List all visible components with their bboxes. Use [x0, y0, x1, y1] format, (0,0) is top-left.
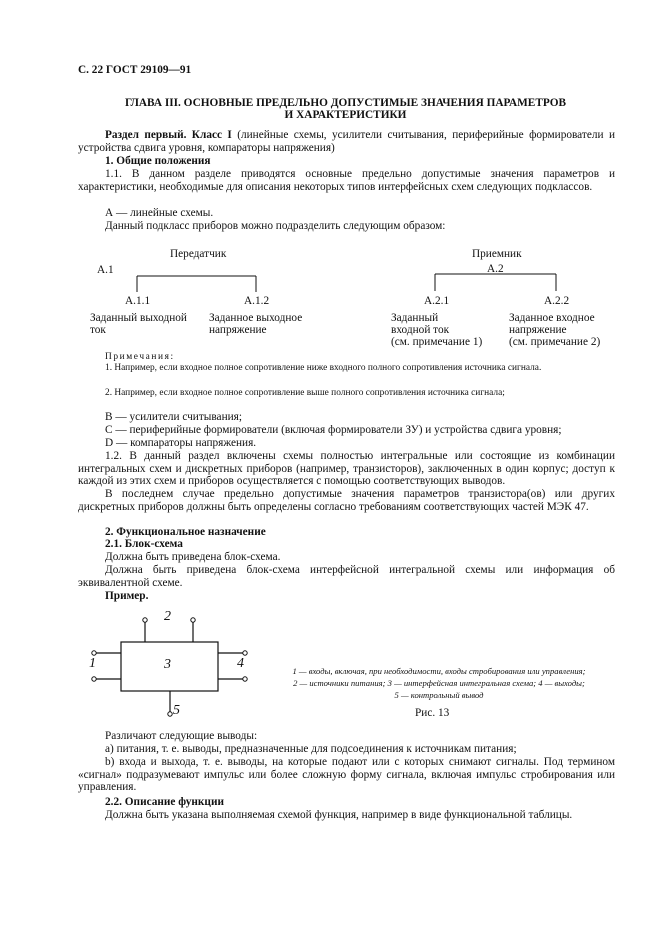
- receiver-label: Приемник: [472, 248, 522, 260]
- transmitter-right-desc-1: Заданное выходное: [209, 312, 303, 324]
- chapter-title-line1: ГЛАВА III. ОСНОВНЫЕ ПРЕДЕЛЬНО ДОПУСТИМЫЕ ЗНАЧЕНИЯ ПАРАМЕТРОВ: [124, 97, 567, 109]
- receiver-right-desc-2: напряжение: [509, 324, 567, 336]
- receiver-left-desc-1: Заданный: [391, 312, 439, 324]
- figure-caption-3: 5 — контрольный вывод: [394, 690, 484, 700]
- pin-1-bottom-terminal: [92, 677, 96, 681]
- paragraph-1-1: 1.1. В данном разделе приводятся основные предельно допустимые значения параметров и характеристики, необходимые для описания некоторых типов интерфейсных схем следующих подклассов.: [78, 168, 615, 193]
- receiver-left-desc-2: входной ток: [391, 324, 450, 336]
- transmitter-label: Передатчик: [170, 248, 227, 260]
- pin-2-left-terminal: [143, 618, 147, 622]
- transmitter-node-left: А.1.1: [125, 295, 151, 307]
- transmitter-left-desc-1: Заданный выходной: [90, 312, 187, 324]
- section-title-bold: Раздел первый. Класс I: [105, 129, 232, 141]
- transmitter-left-desc-2: ток: [90, 324, 106, 336]
- pin-label-2: 2: [164, 609, 171, 624]
- pin-2-right-terminal: [191, 618, 195, 622]
- paragraph-b: b) входа и выхода, т. е. выводы, на которые подают или с которых снимают сигналы. Под термином «сигнал» подразумевают импульс или более сложную форму сигнала, включая импульс стробирования или управления.: [78, 756, 615, 794]
- transmitter-root: А.1: [97, 264, 114, 276]
- pin-5-terminal: [168, 712, 172, 716]
- figure-caption-1: 1 — входы, включая, при необходимости, входы стробирования или управления;: [292, 666, 586, 676]
- chapter-title-line2: И ХАРАКТЕРИСТИКИ: [284, 109, 407, 121]
- section-title-rest: (линейные схемы, усилители считывания, периферийные формирователи и устройства сдвига уровня, компараторы напряжения): [78, 129, 615, 154]
- pin-label-5: 5: [173, 703, 180, 718]
- figure-caption-2: 2 — источники питания; 3 — интерфейсная интегральная схема; 4 — выходы;: [293, 678, 585, 688]
- paragraph-outputs: Различают следующие выводы:: [105, 730, 258, 742]
- paragraph-2-1a: Должна быть приведена блок-схема.: [105, 551, 281, 563]
- pin-label-4: 4: [237, 656, 244, 671]
- receiver-node-left: А.2.1: [424, 295, 450, 307]
- transmitter-right-desc-2: напряжение: [209, 324, 267, 336]
- example-label: Пример.: [105, 590, 149, 602]
- heading-function: 2. Функциональное назначение: [105, 526, 266, 538]
- heading-general: 1. Общие положения: [105, 155, 211, 167]
- page-header: С. 22 ГОСТ 29109—91: [78, 64, 192, 76]
- pin-4-top-terminal: [243, 651, 247, 655]
- paragraph-D: D — компараторы напряжения.: [105, 437, 257, 449]
- heading-2-1: 2.1. Блок-схема: [105, 538, 183, 550]
- paragraph-last-case: В последнем случае предельно допустимые значения параметров транзистора(ов) или других дискретных приборов должны быть определены согласно требованиям соответствующих частей МЭК 47.: [78, 488, 615, 513]
- pin-4-bottom-terminal: [243, 677, 247, 681]
- pin-1-top-terminal: [92, 651, 96, 655]
- receiver-left-desc-3: (см. примечание 1): [391, 336, 483, 348]
- paragraph-A: А — линейные схемы.: [105, 207, 214, 219]
- paragraph-1-2: 1.2. В данный раздел включены схемы полностью интегральные или состоящие из комбинации интегральных схем и дискретных приборов (например, транзисторов), заключенных в один корпус; доступ к каждой из этих схем и приборов осуществляется с помощью соответствующих выводов.: [78, 450, 615, 488]
- pin-label-3: 3: [164, 657, 171, 672]
- receiver-root: А.2: [487, 263, 504, 275]
- note-1: 1. Например, если входное полное сопротивление ниже входного полного сопротивления источника сигнала.: [105, 363, 542, 373]
- paragraph-a: а) питания, т. е. выводы, предназначенные для подсоединения к источникам питания;: [105, 743, 517, 755]
- note-2: 2. Например, если входное полное сопротивление выше полного сопротивления источника сигнала;: [105, 388, 505, 398]
- paragraph-2-2: Должна быть указана выполняемая схемой функция, например в виде функциональной таблицы.: [105, 809, 573, 821]
- notes-heading: Примечания:: [105, 352, 175, 362]
- pin-label-1: 1: [89, 656, 96, 671]
- figure-label: Рис. 13: [415, 707, 450, 719]
- paragraph-subclass: Данный подкласс приборов можно подразделить следующим образом:: [105, 220, 446, 232]
- receiver-right-desc-1: Заданное входное: [509, 312, 595, 324]
- receiver-node-right: А.2.2: [544, 295, 570, 307]
- receiver-right-desc-3: (см. примечание 2): [509, 336, 601, 348]
- paragraph-B: В — усилители считывания;: [105, 411, 242, 423]
- paragraph-2-1b: Должна быть приведена блок-схема интерфейсной интегральной схемы или информация об эквивалентной схеме.: [78, 564, 615, 589]
- transmitter-node-right: А.1.2: [244, 295, 270, 307]
- heading-2-2: 2.2. Описание функции: [105, 796, 224, 808]
- paragraph-C: С — периферийные формирователи (включая формирователи ЗУ) и устройства сдвига уровня;: [105, 424, 562, 436]
